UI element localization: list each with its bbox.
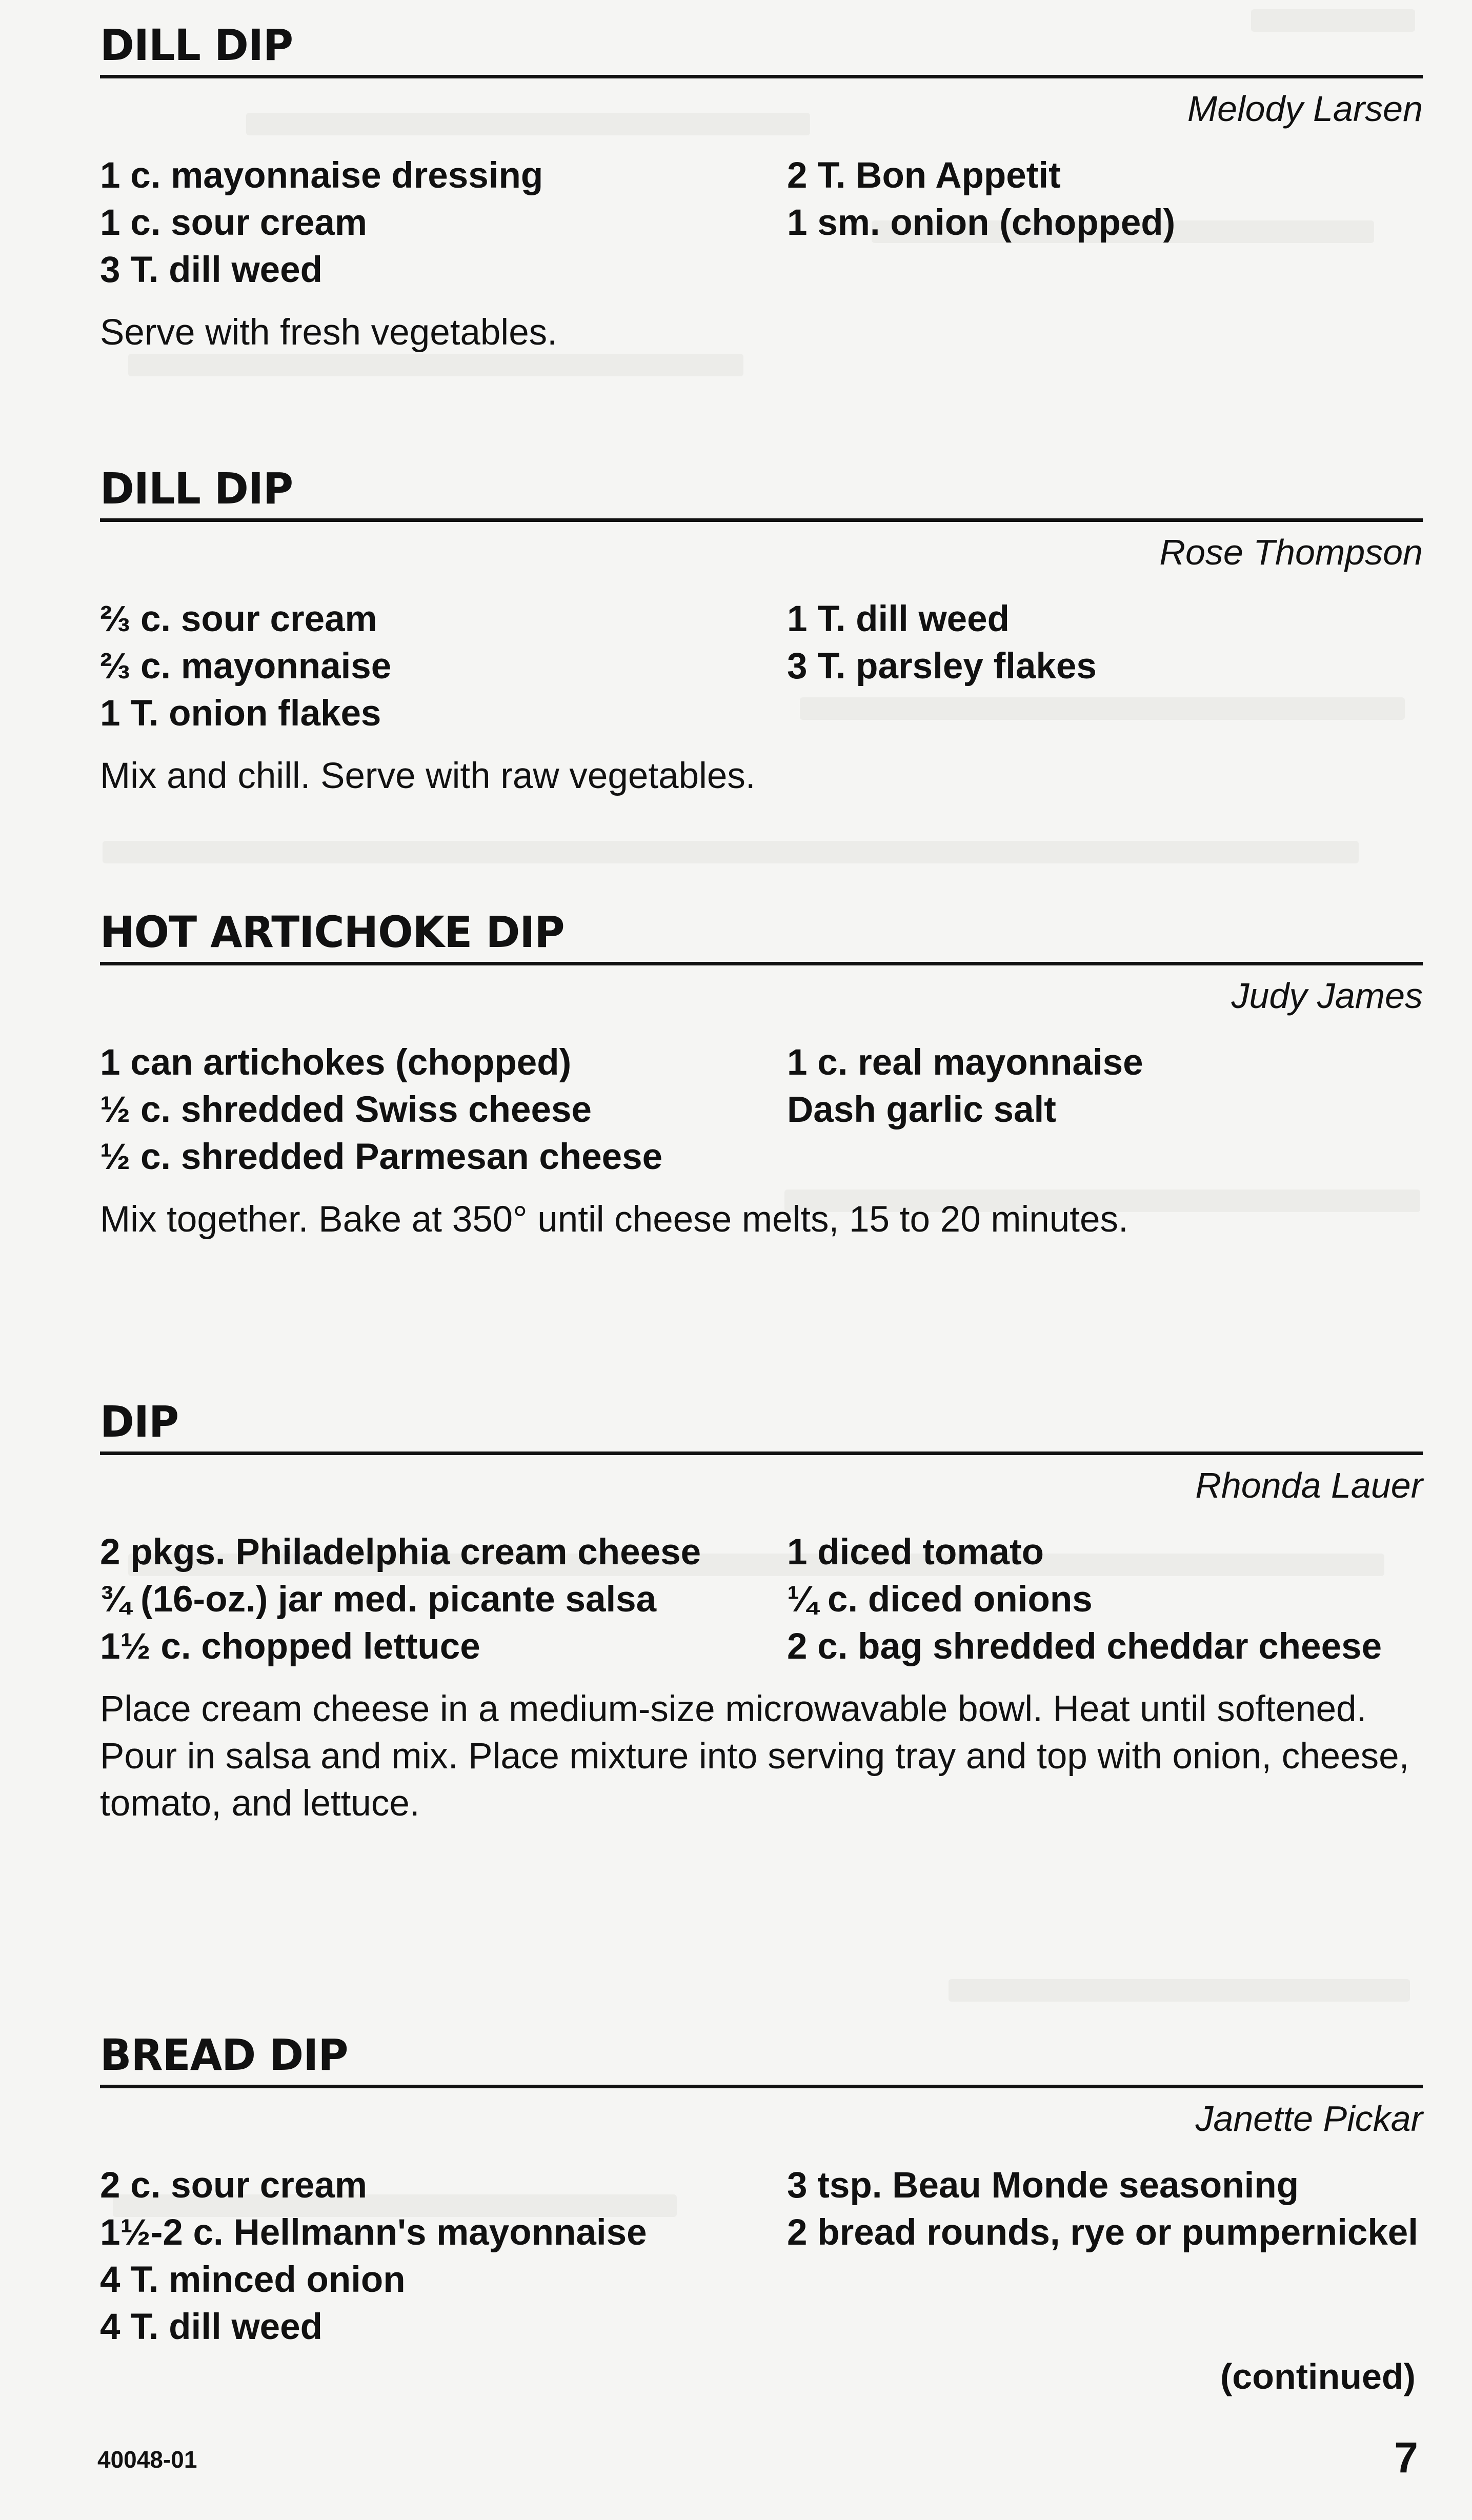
ingredient-list <box>100 2162 1423 2351</box>
ingredient: ¾ (16-oz.) jar med. picante salsa <box>100 1579 657 1620</box>
ingredient: ¼ c. diced onions <box>787 1579 1093 1620</box>
ingredient: 1 diced tomato <box>787 1532 1044 1573</box>
ingredient-column-left <box>100 1529 787 1670</box>
recipe-dill-dip-1 <box>100 21 1423 356</box>
ingredient: 2 T. Bon Appetit <box>787 155 1061 196</box>
ingredient: 2 bread rounds, rye or pumpernickel <box>787 2212 1419 2253</box>
recipe-title: HOT ARTICHOKE DIP <box>100 907 564 957</box>
title-rule <box>100 75 1423 78</box>
ingredient: 1 can artichokes (chopped) <box>100 1042 572 1083</box>
ingredient: 1 T. dill weed <box>787 599 1010 639</box>
recipe-author: Judy James <box>1231 976 1423 1016</box>
recipe-hot-artichoke-dip <box>100 908 1423 1243</box>
ingredient-column-right <box>787 1529 1423 1670</box>
title-rule <box>100 2085 1423 2088</box>
ingredient: 3 T. dill weed <box>100 250 323 290</box>
recipe-directions: Place cream cheese in a medium-size microwavable bowl. Heat until softened. Pour in salsa and mix. Place mixture into serving tray and top with onion, cheese, tomato, and lettuce. <box>100 1689 1409 1824</box>
continued-note: (continued) <box>1220 2356 1416 2396</box>
recipe-directions: Serve with fresh vegetables. <box>100 312 557 353</box>
ingredient: 2 pkgs. Philadelphia cream cheese <box>100 1532 701 1573</box>
ingredient: 3 tsp. Beau Monde seasoning <box>787 2165 1299 2206</box>
recipe-title: DIP <box>100 1397 179 1447</box>
title-rule <box>100 1451 1423 1455</box>
recipe-author: Rose Thompson <box>1159 532 1423 572</box>
ingredient: 1½ c. chopped lettuce <box>100 1626 480 1667</box>
ingredient-column-right <box>787 1039 1423 1181</box>
recipe-author: Melody Larsen <box>1187 89 1423 129</box>
recipe-author: Janette Pickar <box>1195 2099 1423 2139</box>
recipe-author: Rhonda Lauer <box>1195 1465 1423 1505</box>
recipe-bread-dip <box>100 2030 1423 2351</box>
ingredient: ⅔ c. sour cream <box>100 599 377 639</box>
ingredient-list <box>100 596 1423 737</box>
ingredient: 1½-2 c. Hellmann's mayonnaise <box>100 2212 647 2253</box>
recipe-dill-dip-2 <box>100 464 1423 800</box>
title-rule <box>100 962 1423 965</box>
recipe-directions: Mix and chill. Serve with raw vegetables. <box>100 756 756 796</box>
title-rule <box>100 518 1423 522</box>
recipe-title: DILL DIP <box>100 20 293 70</box>
ingredient: 1 c. mayonnaise dressing <box>100 155 543 196</box>
ingredient-column-right <box>787 2162 1423 2351</box>
recipe-title: BREAD DIP <box>100 2030 348 2080</box>
ingredient: 4 T. minced onion <box>100 2260 406 2300</box>
ingredient-column-left <box>100 2162 787 2351</box>
ingredient: Dash garlic salt <box>787 1090 1056 1130</box>
ingredient: 1 c. sour cream <box>100 203 367 243</box>
ingredient-column-left <box>100 1039 787 1181</box>
ingredient: 1 sm. onion (chopped) <box>787 203 1176 243</box>
ingredient-list <box>100 1529 1423 1670</box>
recipe-title: DILL DIP <box>100 463 293 514</box>
ingredient: 3 T. parsley flakes <box>787 646 1097 687</box>
ingredient-column-right <box>787 596 1423 737</box>
ingredient-column-right <box>787 152 1423 294</box>
ingredient: ⅔ c. mayonnaise <box>100 646 392 687</box>
book-code: 40048-01 <box>97 2446 197 2473</box>
ingredient: 2 c. bag shredded cheddar cheese <box>787 1626 1382 1667</box>
ingredient: ½ c. shredded Parmesan cheese <box>100 1137 663 1177</box>
ingredient: 4 T. dill weed <box>100 2307 323 2347</box>
ingredient: 2 c. sour cream <box>100 2165 367 2206</box>
recipe-directions: Mix together. Bake at 350° until cheese melts, 15 to 20 minutes. <box>100 1199 1128 1240</box>
ingredient-column-left <box>100 596 787 737</box>
page-number: 7 <box>1394 2433 1418 2482</box>
ingredient-list <box>100 1039 1423 1181</box>
ingredient-list <box>100 152 1423 294</box>
recipe-dip <box>100 1397 1423 1827</box>
ingredient: 1 c. real mayonnaise <box>787 1042 1143 1083</box>
ingredient: 1 T. onion flakes <box>100 693 381 734</box>
ingredient-column-left <box>100 152 787 294</box>
ingredient: ½ c. shredded Swiss cheese <box>100 1090 592 1130</box>
